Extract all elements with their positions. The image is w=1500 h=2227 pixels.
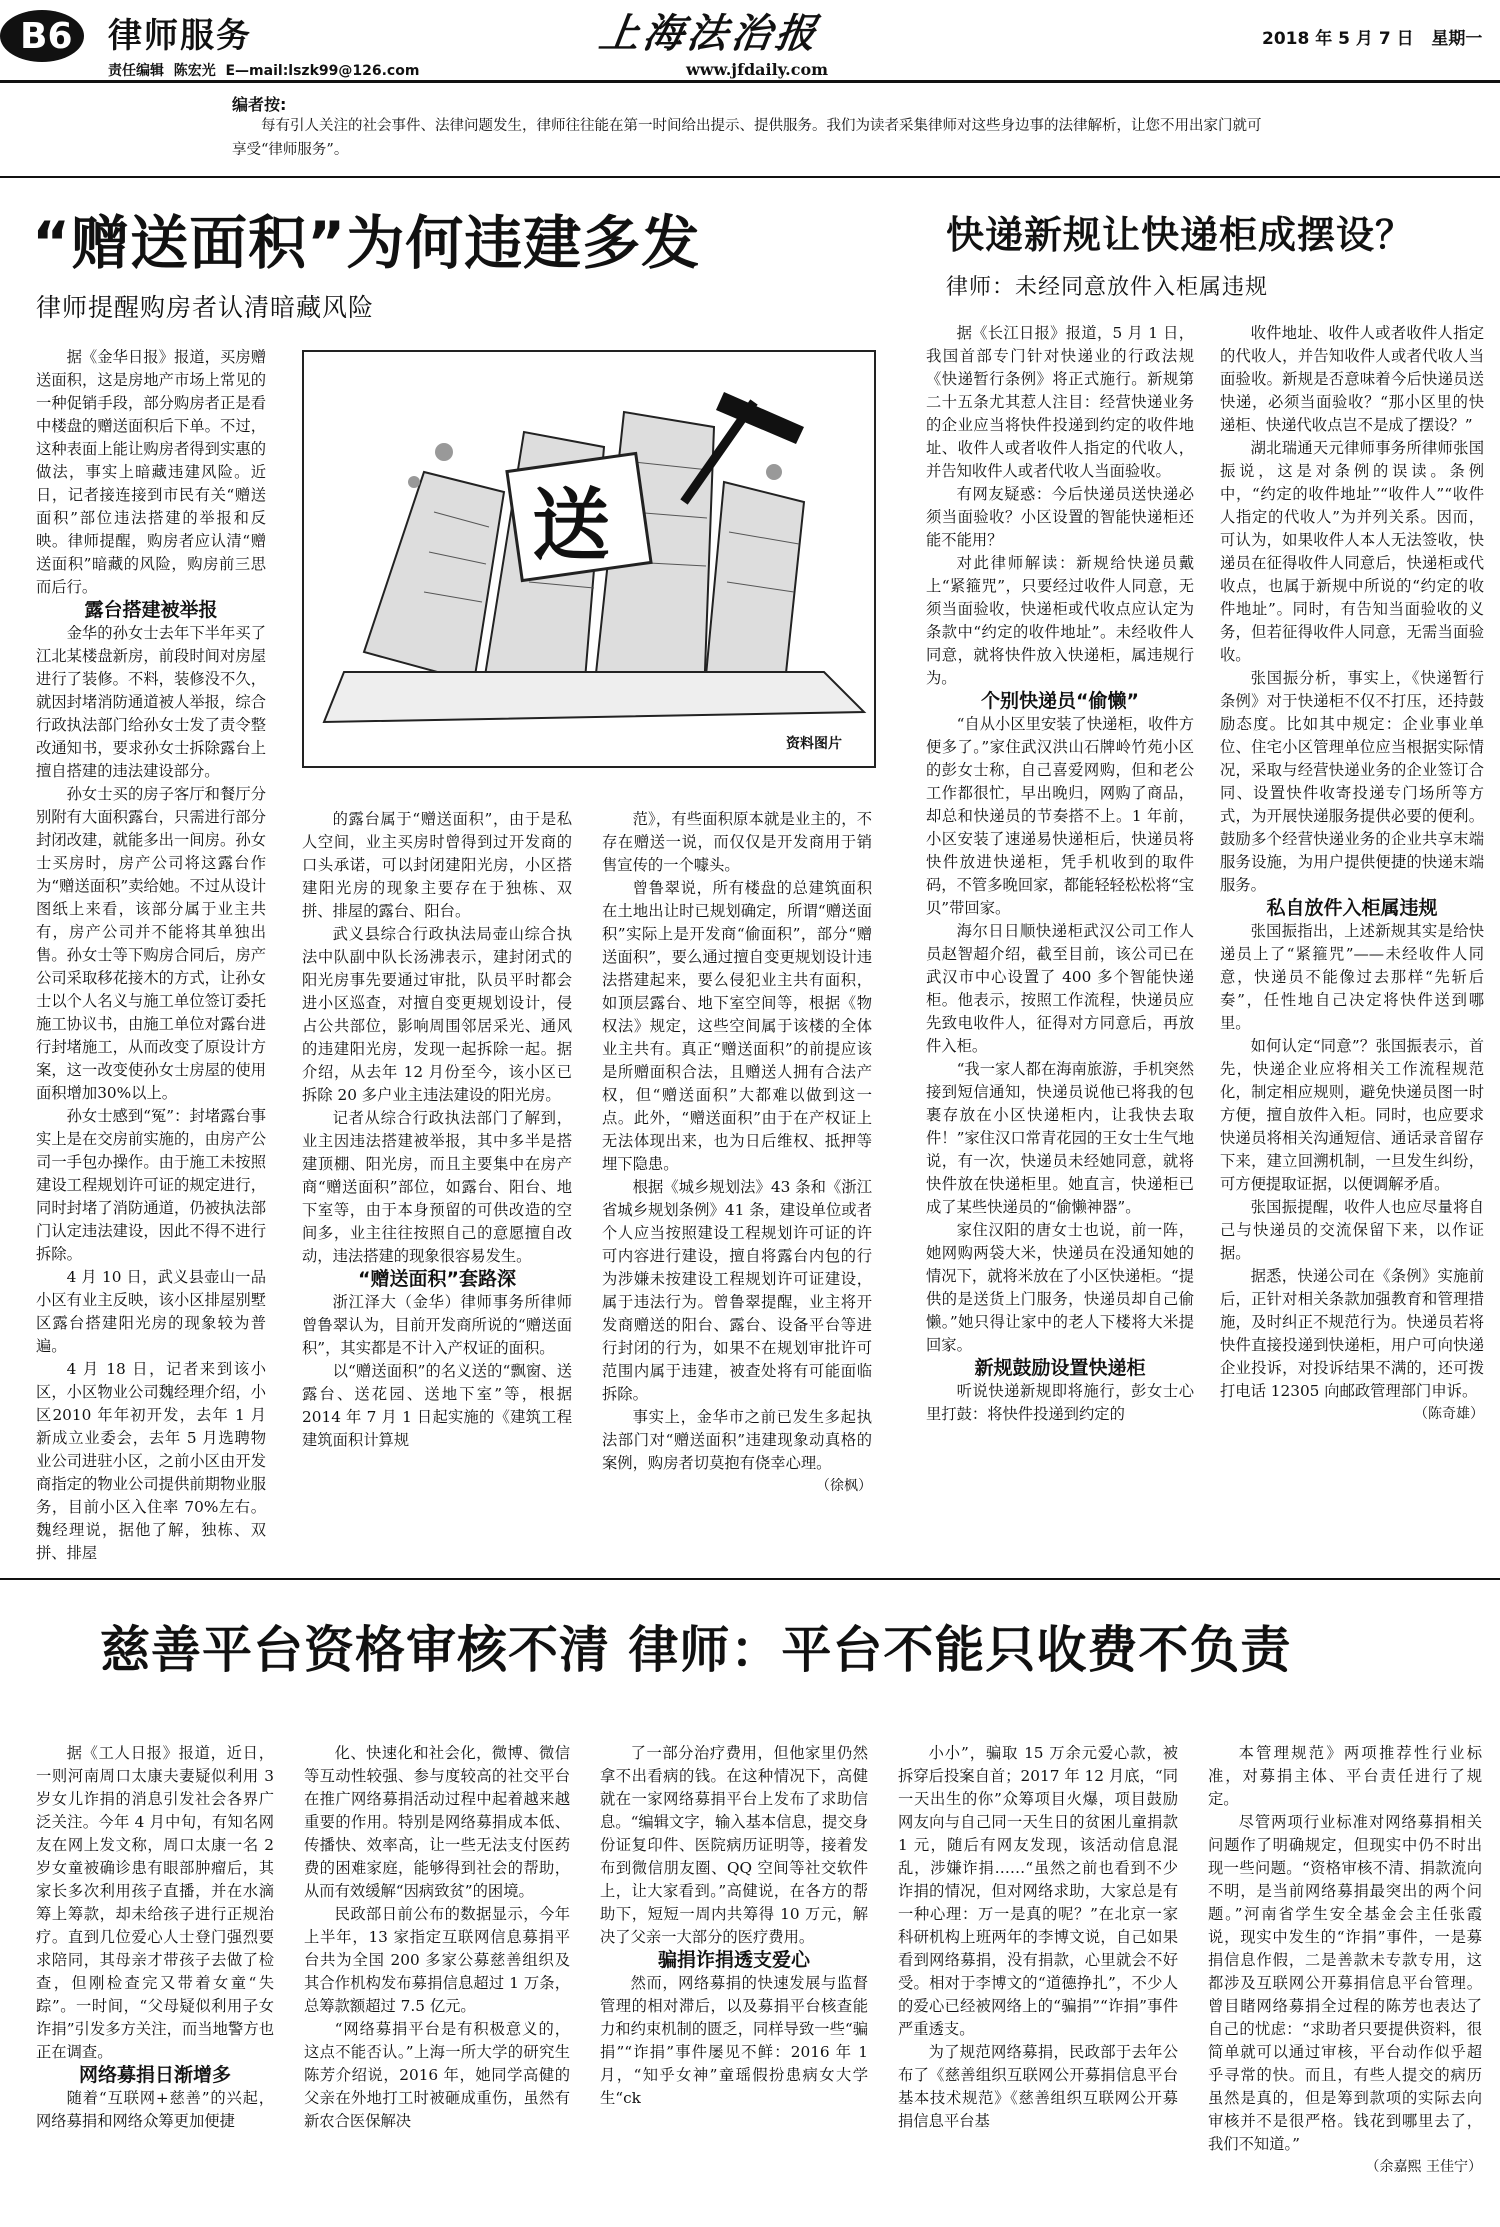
- article2-column-1: [926, 322, 1194, 1524]
- paragraph: 如何认定“同意”？张国振表示，首先，快递企业应将相关工作流程规范化，制定相应规则，避免快递员图一时方便，擅自放件入柜。同时，也应要求快递员将相关沟通短信、通话录音留存下来，建立回溯机制，一旦发生纠纷，可方便提取证据，以便调解矛盾。: [1220, 1037, 1484, 1193]
- editor-note-label: 编者按:: [232, 95, 287, 114]
- editor-note-text: 每有引人关注的社会事件、法律问题发生，律师往往能在第一时间给出提示、提供服务。我们为读者采集律师对这些身边事的法律解析，让您不用出家门就可享受“律师服务”。: [232, 118, 1262, 158]
- paragraph: 的露台属于“赠送面积”，由于是私人空间，业主买房时曾得到过开发商的口头承诺，可以封闭建阳光房，小区搭建阳光房的现象主要存在于独栋、双拼、排屋的露台、阳台。: [302, 810, 572, 920]
- article3-col1b-paras: [36, 2087, 274, 2133]
- article1-col1b-paras: [36, 622, 266, 1565]
- paragraph: 湖北瑞通天元律师事务所律师张国振说，这是对条例的误读。条例中，“约定的收件地址”“收件人”“收件人指定的代收人”为并列关系。因而，可认为，如果收件人本人无法签收，快递员在征得收件人同意后，快递柜或代收点，也属于新规中所说的“约定的收件地址”。同时，有告知当面验收的义务，但若征得收件人同意，无需当面验收。: [1220, 439, 1484, 664]
- article3-section-heading-2: 骗捐诈捐透支爱心: [657, 1949, 810, 1971]
- article2-col1c-paras: [926, 1380, 1194, 1426]
- article1-subheadline: 律师提醒购房者认清暗藏风险: [36, 293, 375, 322]
- paragraph: 了一部分治疗费用，但他家里仍然拿不出看病的钱。在这种情况下，高健就在一家网络募捐平台上发布了求助信息。“编辑文字，输入基本信息，提交身份证复印件、医院病历证明等，接着发布到微信朋友圈、QQ 空间等社交软件上，让大家看到。”高健说，在各方的帮助下，短短一周内共筹得 10 万元，解决了父亲一大部分的医疗费用。: [600, 1744, 868, 1946]
- paragraph: 浙江泽大（金华）律师事务所律师曾鲁翠认为，目前开发商所说的“赠送面积”，其实都是不计入产权证的面积。: [302, 1293, 572, 1357]
- article3-col3b-paras: [600, 1972, 868, 2110]
- paragraph: 以“赠送面积”的名义送的“飘窗、送露台、送花园、送地下室”等，根据 2014 年 7 月 1 日起实施的《建筑工程建筑面积计算规: [302, 1362, 572, 1449]
- paragraph: 张国振指出，上述新规其实是给快递员上了“紧箍咒”——未经收件人同意，快递员不能像过去那样“先斩后奏”，任性地自己决定将快件送到哪里。: [1220, 922, 1484, 1032]
- paragraph: 武义县综合行政执法局壶山综合执法中队副中队长汤沸表示，建封闭式的阳光房事先要通过审批，队员平时都会进小区巡查，对擅自变更规划设计，侵占公共部位，影响周围邻居采光、通风的违建阳光房，发现一起拆除一起。据介绍，从去年 12 月份至今，该小区已拆除 20 多户业主违法建设的阳光房。: [302, 925, 572, 1104]
- article3-byline: （余嘉熙 王佳宁）: [1365, 2159, 1482, 2175]
- website-url[interactable]: www.jfdaily.com: [686, 60, 829, 79]
- paragraph: 孙女士买的房子客厅和餐厅分别附有大面积露台，只需进行部分封闭改建，就能多出一间房。孙女士买房时，房产公司将这露台作为“赠送面积”卖给她。不过从设计图纸上来看，该部分属于业主共有，房产公司并不能将其单独出售。孙女士等下购房合同后，房产公司采取移花接木的方式，让孙女士以个人名义与施工单位签订委托施工协议书，由施工单位对露台进行封堵施工，从而改变了原设计方案，这一改变使孙女士房屋的使用面积增加30%以上。: [36, 785, 266, 1102]
- header-divider: [0, 80, 1500, 83]
- newspaper-masthead: 上海法治报: [596, 10, 823, 57]
- paragraph: 然而，网络募捐的快速发展与监督管理的相对滞后，以及募捐平台核查能力和约束机制的匮乏，同样导致一些“骗捐”“诈捐”事件屡见不鲜：2016 年 1 月，“知乎女神”童瑶假扮患病女大学生“ck: [600, 1974, 868, 2107]
- paragraph: 张国振分析，事实上，《快递暂行条例》对于快递柜不仅不打压，还持鼓励态度。比如其中规定：企业事业单位、住宅小区管理单位应当根据实际情况，采取与经营快递业务的企业签订合同、设置快件收寄投递专门场所等方式，为开展快递服务提供必要的便利。鼓励多个经营快递业务的企业共享末端服务设施，为用户提供便捷的快递末端服务。: [1220, 669, 1484, 894]
- paragraph: “网络募捐平台是有积极意义的，这点不能否认。”上海一所大学的研究生陈芳介绍说，2016 年，她同学高健的父亲在外地打工时被砸成重伤，虽然有新农合医保解决: [304, 2020, 570, 2130]
- paragraph: 4 月 10 日，武义县壶山一品小区有业主反映，该小区排屋别墅区露台搭建阳光房的现象较为普遍。: [36, 1268, 266, 1355]
- paragraph: 本管理规范》两项推荐性行业标准，对募捐主体、平台责任进行了规定。: [1208, 1744, 1482, 1808]
- paragraph: 记者从综合行政执法部门了解到，业主因违法搭建被举报，其中多半是搭建顶棚、阳光房，而且主要集中在房产商“赠送面积”部位，如露台、阳台、地下室等，由于本身预留的可供改造的空间多，业主往往按照自己的意愿擅自改动，违法搭建的现象很容易发生。: [302, 1109, 572, 1265]
- article1-col1-paras: [36, 346, 266, 599]
- article3-section-heading-1: 网络募捐日渐增多: [78, 2064, 231, 2086]
- paragraph: 据《工人日报》报道，近日，一则河南周口太康夫妻疑似利用 3 岁女儿诈捐的消息引发社会各界广泛关注。今年 4 月中旬，有知名网友在网上发文称，周口太康一名 2 岁女童被确诊患有眼部肿瘤后，其家长多次利用孩子直播，并在水滴筹上筹款，却未给孩子进行正规治疗。直到几位爱心人士登门强烈要求陪同，其母亲才带孩子去做了检查，但刚检查完又带着女童“失踪”。一时间，“父母疑似利用子女诈捐”引发多方关注，而当地警方也正在调查。: [36, 1744, 274, 2061]
- article3-col4-paras: [898, 1742, 1178, 2133]
- article1-section-heading-2: “赠送面积”套路深: [358, 1268, 516, 1290]
- paragraph: 为了规范网络募捐，民政部于去年公布了《慈善组织互联网公开募捐信息平台基本技术规范》《慈善组织互联网公开募捐信息平台基: [898, 2043, 1178, 2130]
- page-number-badge: [0, 0, 100, 64]
- article2-section-heading-3: 私自放件入柜属违规: [1266, 897, 1438, 919]
- paragraph: 金华的孙女士去年下半年买了江北某楼盘新房，前段时间对房屋进行了装修。不料，装修没不久，就因封堵消防通道被人举报，综合行政执法部门给孙女士发了责令整改通知书，要求孙女士拆除露台上擅自搭建的违法建设部分。: [36, 624, 266, 780]
- article1-col2b-paras: [302, 1291, 572, 1452]
- paragraph: 范》，有些面积原本就是业主的，不存在赠送一说，而仅仅是开发商用于销售宣传的一个噱头。: [602, 810, 872, 874]
- article1-col3-paras: [602, 808, 872, 1475]
- article1-column-1: [36, 346, 266, 1562]
- article3-column-1: [36, 1742, 274, 2212]
- paragraph: 随着“互联网+慈善”的兴起，网络募捐和网络众筹更加便捷: [36, 2089, 274, 2130]
- page-badge-text: B6: [20, 16, 73, 57]
- article2-section-heading-2: 新规鼓励设置快递柜: [974, 1357, 1146, 1379]
- article1-col2-paras: [302, 808, 572, 1268]
- editors-line: 责任编辑 陈宏光 E—mail:lszk99@126.com: [108, 63, 420, 79]
- section-title: 律师服务: [108, 16, 252, 56]
- paragraph: 据悉，快递公司在《条例》实施前后，正针对相关条款加强教育和管理措施，及时纠正不规范行为。快递员若将快件直接投递到快递柜，用户可向快递企业投诉，对投诉结果不满的，还可拨打电话 12305 向邮政管理部门申诉。: [1220, 1267, 1484, 1400]
- article2-col2-paras: [1220, 322, 1484, 897]
- article2-col1b-paras: [926, 713, 1194, 1357]
- article3-column-4: [898, 1742, 1178, 2212]
- article3-column-5: [1208, 1742, 1482, 2212]
- paragraph: 据《金华日报》报道，买房赠送面积，这是房地产市场上常见的一种促销手段，部分购房者正是看中楼盘的赠送面积后下单。不过，这种表面上能让购房者得到实惠的做法，事实上暗藏违建风险。近日，记者接连接到市民有关“赠送面积”部位违法搭建的举报和反映。律师提醒，购房者应认清“赠送面积”暗藏的风险，购房前三思而后行。: [36, 348, 266, 596]
- section-divider: [0, 1578, 1500, 1580]
- article2-subheadline: 律师：未经同意放件入柜属违规: [946, 275, 1269, 300]
- article1-illustration: [302, 350, 876, 768]
- issue-date: 2018 年 5 月 7 日 星期一: [1262, 29, 1483, 49]
- paragraph: 孙女士感到“冤”：封堵露台事实上是在交房前实施的，由房产公司一手包办操作。由于施工未按照建设工程规划许可证的规定进行，同时封堵了消防通道，仍被执法部门认定违法建设，因此不得不进行拆除。: [36, 1107, 266, 1263]
- article3-col3-paras: [600, 1742, 868, 1949]
- paragraph: 事实上，金华市之前已发生多起执法部门对“赠送面积”违建现象动真格的案例，购房者切莫抱有侥幸心理。: [602, 1408, 872, 1472]
- article3-col5-paras: [1208, 1742, 1482, 2156]
- article2-col2b-paras: [1220, 920, 1484, 1403]
- article2-byline: （陈奇雄）: [1414, 1406, 1484, 1422]
- paragraph: 收件地址、收件人或者收件人指定的代收人，并告知收件人或者代收人当面验收。新规是否意味着今后快递员送快递，必须当面验收？“那小区里的快递柜、快递代收点岂不是成了摆设？”: [1220, 324, 1484, 434]
- note-divider: [0, 176, 1500, 178]
- article1-byline: （徐枫）: [816, 1478, 872, 1494]
- paragraph: 张国振提醒，收件人也应尽量将自己与快递员的交流保留下来，以作证据。: [1220, 1198, 1484, 1262]
- paragraph: 民政部日前公布的数据显示，今年上半年，13 家指定互联网信息募捐平台共为全国 200 多家公募慈善组织及其合作机构发布募捐信息超过 1 万条，总筹款额超过 7.5 亿元。: [304, 1905, 570, 2015]
- article2-headline: 快递新规让快递柜成摆设？: [946, 213, 1415, 257]
- article1-column-3: [602, 808, 872, 1524]
- article2-section-heading-1: 个别快递员“偷懒”: [981, 690, 1139, 712]
- article3-col1-paras: [36, 1742, 274, 2064]
- paragraph: 听说快递新规即将施行，彭女士心里打鼓：将快件投递到约定的: [926, 1382, 1194, 1423]
- paragraph: 根据《城乡规划法》43 条和《浙江省城乡规划条例》41 条，建设单位或者个人应当按照建设工程规划许可证的许可内容进行建设，擅自将露台内包的行为涉嫌未按建设工程规划许可证建设，属于违法行为。曾鲁翠提醒，业主将开发商赠送的阳台、露台、设备平台等进行封闭的行为，如果不在规划审批许可范围内属于违建，被查处将有可能面临拆除。: [602, 1178, 872, 1403]
- paragraph: 有网友疑惑：今后快递员送快递必须当面验收？小区设置的智能快递柜还能不能用？: [926, 485, 1194, 549]
- paragraph: 曾鲁翠说，所有楼盘的总建筑面积在土地出让时已规划确定，所谓“赠送面积”实际上是开发商“偷面积”，部分“赠送面积”，要么通过擅自变更规划设计违法搭建起来，要么侵犯业主共有面积，如顶层露台、地下室空间等，根据《物权法》规定，这些空间属于该楼的全体业主共有。真正“赠送面积”的前提应该是所赠面积合法，且赠送人拥有合法产权，但“赠送面积”大都难以做到这一点。此外，“赠送面积”由于在产权证上无法体现出来，也为日后维权、抵押等埋下隐患。: [602, 879, 872, 1173]
- article2-column-2: [1220, 322, 1484, 1524]
- article3-headline: 慈善平台资格审核不清 律师：平台不能只收费不负责: [100, 1621, 1292, 1679]
- paragraph: “自从小区里安装了快递柜，收件方便多了。”家住武汉洪山石牌岭竹苑小区的彭女士称，自己喜爱网购，但和老公工作都很忙，早出晚归，网购了商品，却总和快递员的节奏搭不上。1 年前，小区安装了速递易快递柜后，快递员将快件放进快递柜，凭手机收到的取件码，不管多晚回家，都能轻轻松松将“宝贝”带回家。: [926, 715, 1194, 917]
- paragraph: “我一家人都在海南旅游，手机突然接到短信通知，快递员说他已将我的包裹存放在小区快递柜内，让我快去取件！”家住汉口常青花园的王女士生气地说，有一次，快递员未经她同意，就将快件放在快递柜里。她直言，快递柜已成了某些快递员的“偷懒神器”。: [926, 1060, 1194, 1216]
- paragraph: 小小”，骗取 15 万余元爱心款，被拆穿后投案自首；2017 年 12 月底，“同一天出生的你”众筹项目火爆，项目鼓励网友向与自己同一天生日的贫困儿童捐款 1 元，随后有网友发现，该活动信息混乱，涉嫌诈捐……“虽然之前也看到不少诈捐的情况，但对网络求助，大家总是有一种心理：万一是真的呢？”在北京一家科研机构上班两年的李博文说，自己如果看到网络募捐，没有捐款，心里就会不好受。相对于李博文的“道德挣扎”，不少人的爱心已经被网络上的“骗捐”“诈捐”事件严重透支。: [898, 1744, 1178, 2038]
- paragraph: 化、快速化和社会化，微博、微信等互动性较强、参与度较高的社交平台在推广网络募捐活动过程中起着越来越重要的作用。特别是网络募捐成本低、传播快、效率高，让一些无法支付医药费的困难家庭，能够得到社会的帮助，从而有效缓解“因病致贫”的困境。: [304, 1744, 570, 1900]
- paragraph: 据《长江日报》报道，5 月 1 日，我国首部专门针对快递业的行政法规《快递暂行条例》将正式施行。新规第二十五条尤其惹人注目：经营快递业务的企业应当将快件投递到约定的收件地址、收件人或者收件人指定的代收人，并告知收件人或者代收人当面验收。: [926, 324, 1194, 480]
- article3-col2-paras: [304, 1742, 570, 2133]
- article2-col1-paras: [926, 322, 1194, 690]
- paragraph: 海尔日日顺快递柜武汉公司工作人员赵智超介绍，截至目前，该公司已在武汉市中心设置了 400 多个智能快递柜。他表示，按照工作流程，快递员应先致电收件人，征得对方同意后，再放件入柜。: [926, 922, 1194, 1055]
- article3-column-2: [304, 1742, 570, 2212]
- article1-column-2: [302, 808, 572, 1524]
- article1-section-heading-1: 露台搭建被举报: [84, 599, 218, 621]
- paragraph: 对此律师解读：新规给快递员戴上“紧箍咒”，只要经过收件人同意，无须当面验收，快递柜或代收点应认定为条款中“约定的收件地址”。未经收件人同意，就将快件放入快递柜，属违规行为。: [926, 554, 1194, 687]
- article1-headline: “赠送面积”为何违建多发: [32, 209, 701, 277]
- paragraph: 4 月 18 日，记者来到该小区，小区物业公司魏经理介绍，小区2010 年年初开发，去年 1 月新成立业委会，去年 5 月选聘物业公司进驻小区，之前小区由开发商指定的物业公司提供前期物业服务，目前小区入住率 70%左右。魏经理说，据他了解，独栋、双拼、排屋: [36, 1360, 266, 1562]
- paragraph: 尽管两项行业标准对网络募捐相关问题作了明确规定，但现实中仍不时出现一些问题。“资格审核不清、捐款流向不明，是当前网络募捐最突出的两个问题。”河南省学生安全基金会主任张霞说，现实中发生的“诈捐”事件，一是募捐信息作假，二是善款未专款专用，这都涉及互联网公开募捐信息平台管理。曾目睹网络募捐全过程的陈芳也表达了自己的忧虑：“求助者只要提供资料，很简单就可以通过审核，平台动作似乎超乎寻常的快。而且，有些人提交的病历虽然是真的，但是筹到款项的实际去向审核并不是很严格。钱花到哪里去了，我们不知道。”: [1208, 1813, 1482, 2153]
- article3-column-3: [600, 1742, 868, 2212]
- image-caption: 资料图片: [786, 736, 842, 752]
- illustration-character: 送: [532, 481, 611, 571]
- paragraph: 家住汉阳的唐女士也说，前一阵，她网购两袋大米，快递员在没通知她的情况下，就将米放在了小区快递柜。“提供的是送货上门服务，快递员却自己偷懒。”她只得让家中的老人下楼将大米提回家。: [926, 1221, 1194, 1354]
